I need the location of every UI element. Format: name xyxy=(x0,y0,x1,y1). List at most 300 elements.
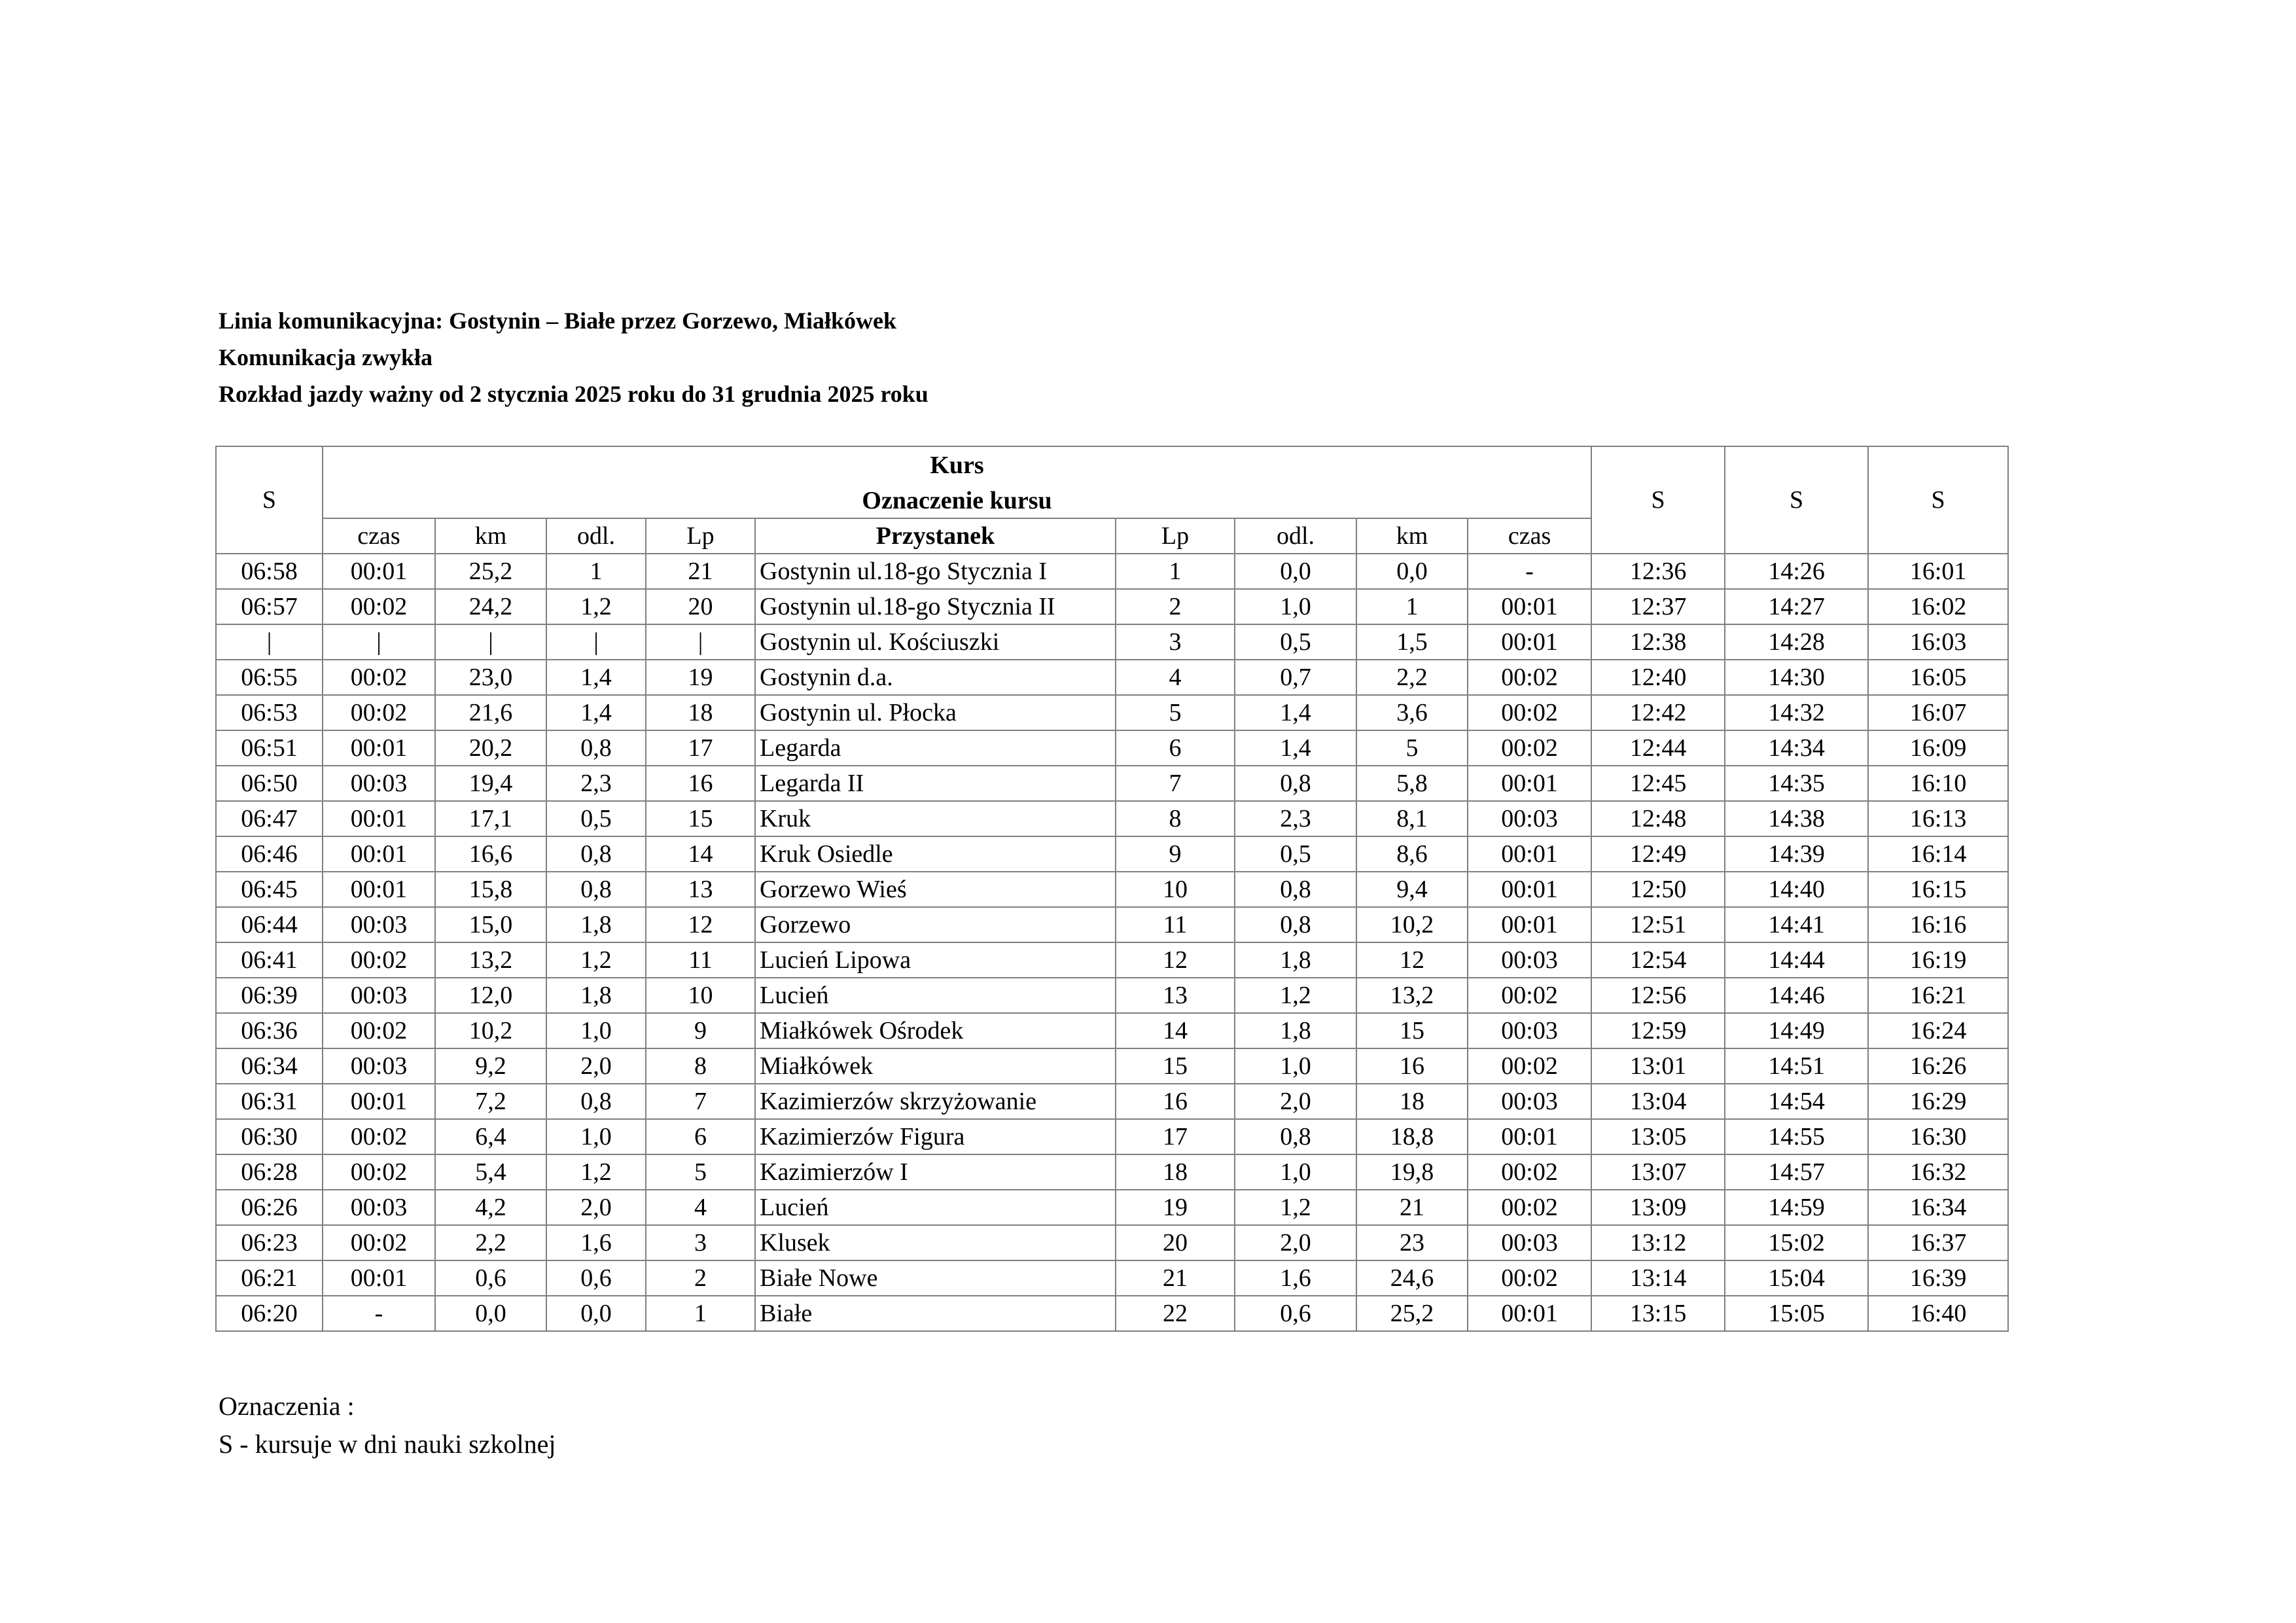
cell-departure-right-2: 14:54 xyxy=(1725,1084,1868,1119)
cell-odl-right: 1,0 xyxy=(1235,1154,1356,1190)
cell-km-left: 21,6 xyxy=(435,695,546,730)
cell-lp-left: 19 xyxy=(646,660,755,695)
cell-stop-name: Kazimierzów Figura xyxy=(755,1119,1116,1154)
cell-km-right: 15 xyxy=(1356,1013,1468,1048)
cell-km-left: 17,1 xyxy=(435,801,546,836)
cell-stop-name: Kazimierzów skrzyżowanie xyxy=(755,1084,1116,1119)
cell-odl-right: 1,0 xyxy=(1235,1048,1356,1084)
cell-departure-right-3: 16:26 xyxy=(1868,1048,2008,1084)
cell-stop-name: Lucień xyxy=(755,1190,1116,1225)
cell-departure-right-3: 16:24 xyxy=(1868,1013,2008,1048)
cell-lp-right: 19 xyxy=(1116,1190,1235,1225)
cell-czas-right: 00:02 xyxy=(1468,978,1591,1013)
cell-km-right: 5,8 xyxy=(1356,766,1468,801)
cell-lp-left: 2 xyxy=(646,1260,755,1296)
cell-stop-name: Gorzewo xyxy=(755,907,1116,942)
cell-departure-right-2: 14:59 xyxy=(1725,1190,1868,1225)
cell-departure-right-2: 14:49 xyxy=(1725,1013,1868,1048)
table-row xyxy=(216,801,2008,836)
cell-departure-right-3: 16:19 xyxy=(1868,942,2008,978)
cell-lp-right: 13 xyxy=(1116,978,1235,1013)
cell-departure-right-3: 16:05 xyxy=(1868,660,2008,695)
cell-lp-left: | xyxy=(646,624,755,660)
table-row xyxy=(216,942,2008,978)
table-row xyxy=(216,1225,2008,1260)
cell-departure-right-3: 16:16 xyxy=(1868,907,2008,942)
table-row xyxy=(216,554,2008,589)
cell-departure-right-2: 14:38 xyxy=(1725,801,1868,836)
cell-km-right: 18 xyxy=(1356,1084,1468,1119)
cell-lp-right: 20 xyxy=(1116,1225,1235,1260)
cell-czas-left: 00:01 xyxy=(323,872,435,907)
cell-km-left: 10,2 xyxy=(435,1013,546,1048)
cell-departure-left: 06:36 xyxy=(216,1013,323,1048)
cell-departure-left: 06:34 xyxy=(216,1048,323,1084)
cell-departure-right-3: 16:30 xyxy=(1868,1119,2008,1154)
cell-departure-right-1: 12:40 xyxy=(1591,660,1725,695)
cell-stop-name: Lucień Lipowa xyxy=(755,942,1116,978)
cell-odl-right: 1,0 xyxy=(1235,589,1356,624)
cell-departure-right-2: 14:57 xyxy=(1725,1154,1868,1190)
cell-odl-right: 0,8 xyxy=(1235,907,1356,942)
cell-stop-name: Legarda xyxy=(755,730,1116,766)
cell-odl-left: | xyxy=(546,624,646,660)
cell-czas-right: 00:01 xyxy=(1468,836,1591,872)
cell-czas-left: | xyxy=(323,624,435,660)
cell-departure-left: 06:46 xyxy=(216,836,323,872)
line-title: Linia komunikacyjna: Gostynin – Białe przez Gorzewo, Miałkówek xyxy=(219,308,897,334)
table-row xyxy=(216,1154,2008,1190)
cell-lp-left: 10 xyxy=(646,978,755,1013)
table-row xyxy=(216,1190,2008,1225)
cell-departure-left: 06:26 xyxy=(216,1190,323,1225)
cell-lp-left: 13 xyxy=(646,872,755,907)
cell-departure-right-3: 16:21 xyxy=(1868,978,2008,1013)
column-header-odl-right: odl. xyxy=(1235,518,1356,554)
timetable xyxy=(215,446,2009,1332)
cell-lp-right: 6 xyxy=(1116,730,1235,766)
cell-departure-right-2: 14:32 xyxy=(1725,695,1868,730)
cell-departure-right-2: 14:27 xyxy=(1725,589,1868,624)
cell-odl-left: 0,6 xyxy=(546,1260,646,1296)
cell-km-right: 8,6 xyxy=(1356,836,1468,872)
cell-km-left: 12,0 xyxy=(435,978,546,1013)
cell-lp-right: 1 xyxy=(1116,554,1235,589)
cell-lp-left: 20 xyxy=(646,589,755,624)
cell-lp-right: 5 xyxy=(1116,695,1235,730)
cell-stop-name: Kruk xyxy=(755,801,1116,836)
cell-departure-left: 06:45 xyxy=(216,872,323,907)
cell-km-left: 16,6 xyxy=(435,836,546,872)
table-row xyxy=(216,695,2008,730)
cell-departure-right-1: 12:38 xyxy=(1591,624,1725,660)
column-header-odl-left: odl. xyxy=(546,518,646,554)
cell-km-left: 24,2 xyxy=(435,589,546,624)
cell-odl-right: 0,7 xyxy=(1235,660,1356,695)
cell-stop-name: Legarda II xyxy=(755,766,1116,801)
cell-czas-right: 00:01 xyxy=(1468,624,1591,660)
cell-departure-right-3: 16:29 xyxy=(1868,1084,2008,1119)
cell-czas-right: 00:01 xyxy=(1468,872,1591,907)
cell-odl-left: 0,8 xyxy=(546,836,646,872)
cell-czas-left: 00:02 xyxy=(323,589,435,624)
cell-departure-left: 06:50 xyxy=(216,766,323,801)
cell-departure-right-1: 12:44 xyxy=(1591,730,1725,766)
cell-km-left: 23,0 xyxy=(435,660,546,695)
cell-departure-right-1: 12:51 xyxy=(1591,907,1725,942)
cell-czas-right: 00:01 xyxy=(1468,589,1591,624)
service-type: Komunikacja zwykła xyxy=(219,344,433,370)
cell-czas-left: 00:03 xyxy=(323,978,435,1013)
cell-odl-left: 1,2 xyxy=(546,1154,646,1190)
cell-odl-right: 1,6 xyxy=(1235,1260,1356,1296)
column-header-czas-right: czas xyxy=(1468,518,1591,554)
cell-km-left: 25,2 xyxy=(435,554,546,589)
cell-km-left: 20,2 xyxy=(435,730,546,766)
cell-departure-right-3: 16:40 xyxy=(1868,1296,2008,1331)
cell-departure-left: 06:57 xyxy=(216,589,323,624)
cell-departure-left: 06:21 xyxy=(216,1260,323,1296)
cell-km-left: 15,8 xyxy=(435,872,546,907)
cell-departure-right-2: 14:40 xyxy=(1725,872,1868,907)
cell-odl-left: 1,4 xyxy=(546,660,646,695)
cell-odl-left: 1,2 xyxy=(546,589,646,624)
cell-czas-left: 00:03 xyxy=(323,766,435,801)
cell-lp-left: 4 xyxy=(646,1190,755,1225)
timetable-body xyxy=(216,554,2008,1331)
cell-departure-right-1: 13:05 xyxy=(1591,1119,1725,1154)
cell-lp-left: 15 xyxy=(646,801,755,836)
cell-czas-right: 00:01 xyxy=(1468,907,1591,942)
cell-stop-name: Gostynin ul.18-go Stycznia I xyxy=(755,554,1116,589)
column-header-czas-left: czas xyxy=(323,518,435,554)
oznaczenie-kursu-header: Oznaczenie kursu xyxy=(323,484,1591,518)
cell-lp-left: 1 xyxy=(646,1296,755,1331)
column-header-lp-left: Lp xyxy=(646,518,755,554)
cell-departure-right-2: 15:05 xyxy=(1725,1296,1868,1331)
cell-departure-right-3: 16:34 xyxy=(1868,1190,2008,1225)
cell-odl-left: 0,8 xyxy=(546,730,646,766)
cell-km-right: 21 xyxy=(1356,1190,1468,1225)
cell-stop-name: Białe Nowe xyxy=(755,1260,1116,1296)
cell-departure-left: 06:55 xyxy=(216,660,323,695)
cell-odl-left: 1 xyxy=(546,554,646,589)
cell-odl-right: 0,8 xyxy=(1235,1119,1356,1154)
cell-km-left: 15,0 xyxy=(435,907,546,942)
cell-departure-right-3: 16:09 xyxy=(1868,730,2008,766)
cell-departure-left: 06:41 xyxy=(216,942,323,978)
cell-czas-left: 00:01 xyxy=(323,730,435,766)
cell-stop-name: Kruk Osiedle xyxy=(755,836,1116,872)
cell-lp-right: 18 xyxy=(1116,1154,1235,1190)
cell-departure-right-1: 12:36 xyxy=(1591,554,1725,589)
cell-lp-right: 16 xyxy=(1116,1084,1235,1119)
cell-czas-right: 00:02 xyxy=(1468,730,1591,766)
right-course-header-2: S xyxy=(1725,446,1868,554)
cell-km-left: 0,6 xyxy=(435,1260,546,1296)
cell-stop-name: Białe xyxy=(755,1296,1116,1331)
cell-odl-left: 1,6 xyxy=(546,1225,646,1260)
cell-lp-right: 9 xyxy=(1116,836,1235,872)
cell-departure-right-3: 16:02 xyxy=(1868,589,2008,624)
right-course-header-3: S xyxy=(1868,446,2008,554)
cell-czas-left: 00:02 xyxy=(323,1154,435,1190)
cell-odl-right: 0,8 xyxy=(1235,872,1356,907)
legend-item: S - kursuje w dni nauki szkolnej xyxy=(219,1429,556,1459)
cell-departure-right-1: 12:42 xyxy=(1591,695,1725,730)
cell-lp-right: 21 xyxy=(1116,1260,1235,1296)
cell-departure-left: 06:30 xyxy=(216,1119,323,1154)
table-row xyxy=(216,730,2008,766)
cell-czas-right: 00:03 xyxy=(1468,942,1591,978)
cell-lp-left: 17 xyxy=(646,730,755,766)
cell-km-left: 19,4 xyxy=(435,766,546,801)
cell-czas-left: 00:01 xyxy=(323,1260,435,1296)
cell-czas-right: 00:02 xyxy=(1468,695,1591,730)
cell-departure-right-3: 16:39 xyxy=(1868,1260,2008,1296)
legend-title: Oznaczenia : xyxy=(219,1391,355,1421)
cell-departure-right-2: 14:41 xyxy=(1725,907,1868,942)
cell-odl-left: 1,0 xyxy=(546,1119,646,1154)
column-header-przystanek: Przystanek xyxy=(755,518,1116,554)
cell-odl-right: 0,6 xyxy=(1235,1296,1356,1331)
cell-czas-left: 00:02 xyxy=(323,1225,435,1260)
cell-departure-right-3: 16:14 xyxy=(1868,836,2008,872)
cell-departure-right-1: 13:01 xyxy=(1591,1048,1725,1084)
cell-km-right: 13,2 xyxy=(1356,978,1468,1013)
cell-departure-right-2: 14:39 xyxy=(1725,836,1868,872)
table-row xyxy=(216,660,2008,695)
cell-departure-right-1: 12:54 xyxy=(1591,942,1725,978)
cell-czas-right: 00:02 xyxy=(1468,660,1591,695)
cell-odl-left: 1,8 xyxy=(546,907,646,942)
cell-departure-right-1: 12:37 xyxy=(1591,589,1725,624)
cell-lp-right: 2 xyxy=(1116,589,1235,624)
cell-czas-left: 00:03 xyxy=(323,1048,435,1084)
cell-stop-name: Gostynin ul.18-go Stycznia II xyxy=(755,589,1116,624)
cell-czas-left: 00:01 xyxy=(323,554,435,589)
cell-km-right: 0,0 xyxy=(1356,554,1468,589)
cell-odl-right: 1,4 xyxy=(1235,695,1356,730)
cell-lp-left: 3 xyxy=(646,1225,755,1260)
cell-departure-right-1: 13:04 xyxy=(1591,1084,1725,1119)
cell-departure-left: 06:31 xyxy=(216,1084,323,1119)
cell-km-right: 1,5 xyxy=(1356,624,1468,660)
cell-stop-name: Klusek xyxy=(755,1225,1116,1260)
cell-km-right: 10,2 xyxy=(1356,907,1468,942)
cell-odl-right: 0,5 xyxy=(1235,624,1356,660)
table-row xyxy=(216,766,2008,801)
cell-lp-right: 4 xyxy=(1116,660,1235,695)
cell-km-right: 3,6 xyxy=(1356,695,1468,730)
cell-lp-left: 11 xyxy=(646,942,755,978)
cell-departure-right-2: 14:44 xyxy=(1725,942,1868,978)
cell-km-right: 18,8 xyxy=(1356,1119,1468,1154)
cell-czas-right: 00:03 xyxy=(1468,1084,1591,1119)
cell-odl-left: 2,0 xyxy=(546,1048,646,1084)
cell-odl-right: 0,0 xyxy=(1235,554,1356,589)
cell-czas-left: 00:01 xyxy=(323,801,435,836)
cell-odl-left: 2,0 xyxy=(546,1190,646,1225)
cell-stop-name: Gostynin ul. Kościuszki xyxy=(755,624,1116,660)
cell-departure-right-3: 16:15 xyxy=(1868,872,2008,907)
cell-km-right: 2,2 xyxy=(1356,660,1468,695)
cell-lp-right: 11 xyxy=(1116,907,1235,942)
cell-lp-left: 5 xyxy=(646,1154,755,1190)
cell-departure-left: 06:23 xyxy=(216,1225,323,1260)
cell-departure-right-1: 13:15 xyxy=(1591,1296,1725,1331)
cell-stop-name: Gorzewo Wieś xyxy=(755,872,1116,907)
cell-czas-right: 00:02 xyxy=(1468,1048,1591,1084)
cell-lp-left: 16 xyxy=(646,766,755,801)
cell-departure-right-1: 13:12 xyxy=(1591,1225,1725,1260)
table-row xyxy=(216,1048,2008,1084)
cell-departure-left: 06:58 xyxy=(216,554,323,589)
cell-odl-left: 0,8 xyxy=(546,872,646,907)
cell-departure-right-2: 14:34 xyxy=(1725,730,1868,766)
column-header-km-right: km xyxy=(1356,518,1468,554)
cell-czas-left: 00:02 xyxy=(323,660,435,695)
cell-odl-left: 2,3 xyxy=(546,766,646,801)
cell-km-left: 13,2 xyxy=(435,942,546,978)
cell-lp-right: 22 xyxy=(1116,1296,1235,1331)
cell-czas-left: 00:01 xyxy=(323,836,435,872)
cell-departure-right-1: 13:14 xyxy=(1591,1260,1725,1296)
cell-lp-left: 21 xyxy=(646,554,755,589)
cell-odl-left: 1,4 xyxy=(546,695,646,730)
cell-stop-name: Gostynin d.a. xyxy=(755,660,1116,695)
cell-departure-right-3: 16:07 xyxy=(1868,695,2008,730)
cell-czas-right: 00:03 xyxy=(1468,1225,1591,1260)
legend xyxy=(219,1387,556,1463)
cell-km-left: 4,2 xyxy=(435,1190,546,1225)
cell-lp-right: 3 xyxy=(1116,624,1235,660)
cell-km-left: 5,4 xyxy=(435,1154,546,1190)
cell-lp-left: 12 xyxy=(646,907,755,942)
table-row xyxy=(216,907,2008,942)
cell-czas-left: 00:03 xyxy=(323,907,435,942)
cell-departure-left: 06:28 xyxy=(216,1154,323,1190)
cell-km-right: 5 xyxy=(1356,730,1468,766)
left-course-header: S xyxy=(216,446,323,554)
cell-departure-right-1: 13:07 xyxy=(1591,1154,1725,1190)
table-row xyxy=(216,1260,2008,1296)
cell-czas-right: 00:01 xyxy=(1468,1296,1591,1331)
cell-departure-right-1: 12:56 xyxy=(1591,978,1725,1013)
cell-km-right: 23 xyxy=(1356,1225,1468,1260)
cell-odl-right: 2,3 xyxy=(1235,801,1356,836)
table-row xyxy=(216,589,2008,624)
cell-km-right: 16 xyxy=(1356,1048,1468,1084)
table-row xyxy=(216,978,2008,1013)
table-row xyxy=(216,1084,2008,1119)
cell-km-left: 6,4 xyxy=(435,1119,546,1154)
cell-odl-left: 1,8 xyxy=(546,978,646,1013)
cell-czas-left: 00:01 xyxy=(323,1084,435,1119)
table-row xyxy=(216,1119,2008,1154)
cell-departure-right-1: 12:50 xyxy=(1591,872,1725,907)
cell-stop-name: Gostynin ul. Płocka xyxy=(755,695,1116,730)
cell-lp-right: 7 xyxy=(1116,766,1235,801)
cell-departure-right-2: 14:26 xyxy=(1725,554,1868,589)
cell-odl-right: 0,5 xyxy=(1235,836,1356,872)
cell-departure-right-1: 12:48 xyxy=(1591,801,1725,836)
table-row xyxy=(216,836,2008,872)
cell-czas-right: 00:03 xyxy=(1468,801,1591,836)
cell-lp-right: 8 xyxy=(1116,801,1235,836)
cell-km-right: 8,1 xyxy=(1356,801,1468,836)
cell-departure-right-2: 14:28 xyxy=(1725,624,1868,660)
cell-departure-right-2: 15:02 xyxy=(1725,1225,1868,1260)
cell-departure-right-1: 12:49 xyxy=(1591,836,1725,872)
cell-odl-right: 1,2 xyxy=(1235,978,1356,1013)
cell-czas-left: 00:02 xyxy=(323,1013,435,1048)
cell-departure-right-3: 16:10 xyxy=(1868,766,2008,801)
table-row xyxy=(216,1013,2008,1048)
cell-czas-left: 00:03 xyxy=(323,1190,435,1225)
cell-departure-left: 06:44 xyxy=(216,907,323,942)
cell-km-right: 9,4 xyxy=(1356,872,1468,907)
cell-departure-right-3: 16:01 xyxy=(1868,554,2008,589)
kurs-header: Kurs xyxy=(323,446,1591,484)
cell-km-left: 9,2 xyxy=(435,1048,546,1084)
cell-departure-right-3: 16:32 xyxy=(1868,1154,2008,1190)
cell-lp-left: 14 xyxy=(646,836,755,872)
right-course-header-1: S xyxy=(1591,446,1725,554)
cell-departure-right-3: 16:13 xyxy=(1868,801,2008,836)
cell-stop-name: Miałkówek xyxy=(755,1048,1116,1084)
cell-km-left: | xyxy=(435,624,546,660)
cell-departure-right-3: 16:03 xyxy=(1868,624,2008,660)
cell-odl-right: 0,8 xyxy=(1235,766,1356,801)
cell-departure-right-2: 14:30 xyxy=(1725,660,1868,695)
cell-czas-left: - xyxy=(323,1296,435,1331)
cell-departure-right-1: 13:09 xyxy=(1591,1190,1725,1225)
cell-czas-right: 00:01 xyxy=(1468,1119,1591,1154)
cell-km-left: 0,0 xyxy=(435,1296,546,1331)
cell-odl-right: 2,0 xyxy=(1235,1225,1356,1260)
cell-km-right: 19,8 xyxy=(1356,1154,1468,1190)
cell-czas-left: 00:02 xyxy=(323,1119,435,1154)
cell-departure-right-2: 14:51 xyxy=(1725,1048,1868,1084)
cell-km-right: 24,6 xyxy=(1356,1260,1468,1296)
cell-departure-left: 06:51 xyxy=(216,730,323,766)
cell-lp-right: 14 xyxy=(1116,1013,1235,1048)
cell-czas-right: 00:02 xyxy=(1468,1154,1591,1190)
cell-departure-right-2: 15:04 xyxy=(1725,1260,1868,1296)
cell-czas-right: - xyxy=(1468,554,1591,589)
cell-odl-right: 1,2 xyxy=(1235,1190,1356,1225)
cell-odl-left: 0,5 xyxy=(546,801,646,836)
cell-odl-left: 0,8 xyxy=(546,1084,646,1119)
cell-czas-right: 00:03 xyxy=(1468,1013,1591,1048)
table-row xyxy=(216,872,2008,907)
validity-period: Rozkład jazdy ważny od 2 stycznia 2025 roku do 31 grudnia 2025 roku xyxy=(219,381,928,407)
cell-km-right: 1 xyxy=(1356,589,1468,624)
cell-odl-left: 1,2 xyxy=(546,942,646,978)
cell-departure-left: 06:53 xyxy=(216,695,323,730)
cell-departure-right-3: 16:37 xyxy=(1868,1225,2008,1260)
cell-departure-right-2: 14:35 xyxy=(1725,766,1868,801)
document-header xyxy=(219,302,928,412)
cell-lp-left: 7 xyxy=(646,1084,755,1119)
cell-odl-right: 1,8 xyxy=(1235,942,1356,978)
cell-departure-right-1: 12:59 xyxy=(1591,1013,1725,1048)
cell-lp-left: 6 xyxy=(646,1119,755,1154)
cell-departure-right-2: 14:55 xyxy=(1725,1119,1868,1154)
cell-odl-right: 2,0 xyxy=(1235,1084,1356,1119)
cell-stop-name: Miałkówek Ośrodek xyxy=(755,1013,1116,1048)
